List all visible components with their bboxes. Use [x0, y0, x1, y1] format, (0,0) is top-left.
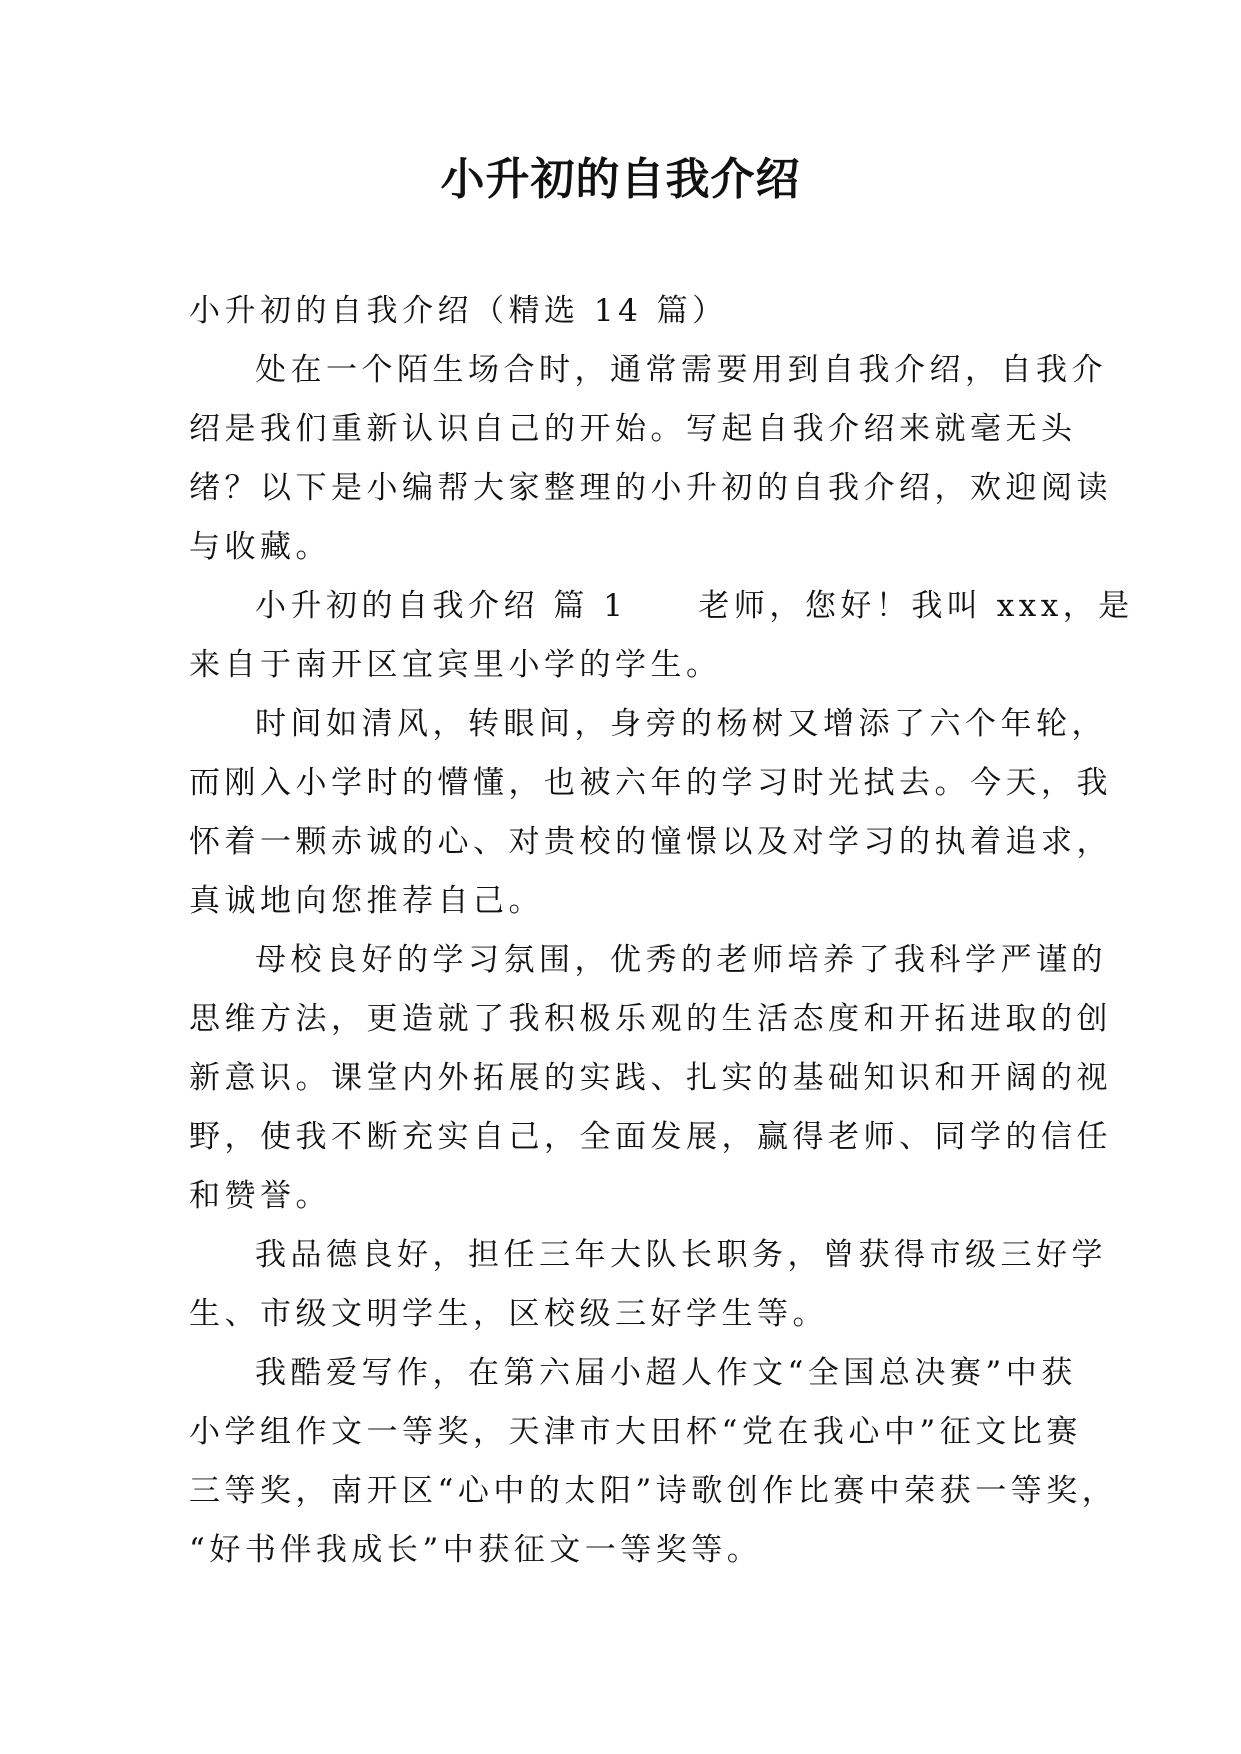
paragraph-line: 小学组作文一等奖，天津市大田杯“党在我心中”征文比赛	[189, 1414, 1082, 1450]
document-title: 小升初的自我介绍	[440, 154, 801, 205]
paragraph-line: 绪？以下是小编帮大家整理的小升初的自我介绍，欢迎阅读	[189, 470, 1112, 506]
paragraph-line: 绍是我们重新认识自己的开始。写起自我介绍来就毫无头	[189, 411, 1077, 447]
paragraph-line: “好书伴我成长”中获征文一等奖等。	[189, 1532, 763, 1568]
paragraph-line: 与收藏。	[189, 529, 331, 565]
paragraph-line: 我品德良好，担任三年大队长职务，曾获得市级三好学	[255, 1237, 1107, 1273]
subtitle-line: 小升初的自我介绍（精选 14 篇）	[189, 293, 728, 329]
paragraph-line: 和赞誉。	[189, 1178, 331, 1214]
paragraph-line: 三等奖，南开区“心中的太阳”诗歌创作比赛中荣获一等奖，	[189, 1473, 1118, 1509]
paragraph-line: 真诚地向您推荐自己。	[189, 883, 544, 919]
paragraph-line: 母校良好的学习氛围，优秀的老师培养了我科学严谨的	[255, 942, 1107, 978]
paragraph-line: 处在一个陌生场合时，通常需要用到自我介绍，自我介	[255, 352, 1107, 388]
paragraph-line: 怀着一颗赤诚的心、对贵校的憧憬以及对学习的执着追求，	[189, 824, 1112, 860]
paragraph-line: 时间如清风，转眼间，身旁的杨树又增添了六个年轮，	[255, 706, 1107, 742]
paragraph-line: 野，使我不断充实自己，全面发展，赢得老师、同学的信任	[189, 1119, 1112, 1155]
paragraph-line: 思维方法，更造就了我积极乐观的生活态度和开拓进取的创	[189, 1001, 1112, 1037]
paragraph-line: 我酷爱写作，在第六届小超人作文“全国总决赛”中获	[255, 1355, 1077, 1391]
document-body	[189, 282, 1134, 1580]
paragraph-line: 新意识。课堂内外拓展的实践、扎实的基础知识和开阔的视	[189, 1060, 1112, 1096]
paragraph-line: 来自于南开区宜宾里小学的学生。	[189, 647, 722, 683]
paragraph-line: 而刚入小学时的懵懂，也被六年的学习时光拭去。今天，我	[189, 765, 1112, 801]
paragraph-line: 小升初的自我介绍 篇 1 老师，您好！我叫 xxx，是	[255, 588, 1134, 624]
paragraph-line: 生、市级文明学生，区校级三好学生等。	[189, 1296, 828, 1332]
